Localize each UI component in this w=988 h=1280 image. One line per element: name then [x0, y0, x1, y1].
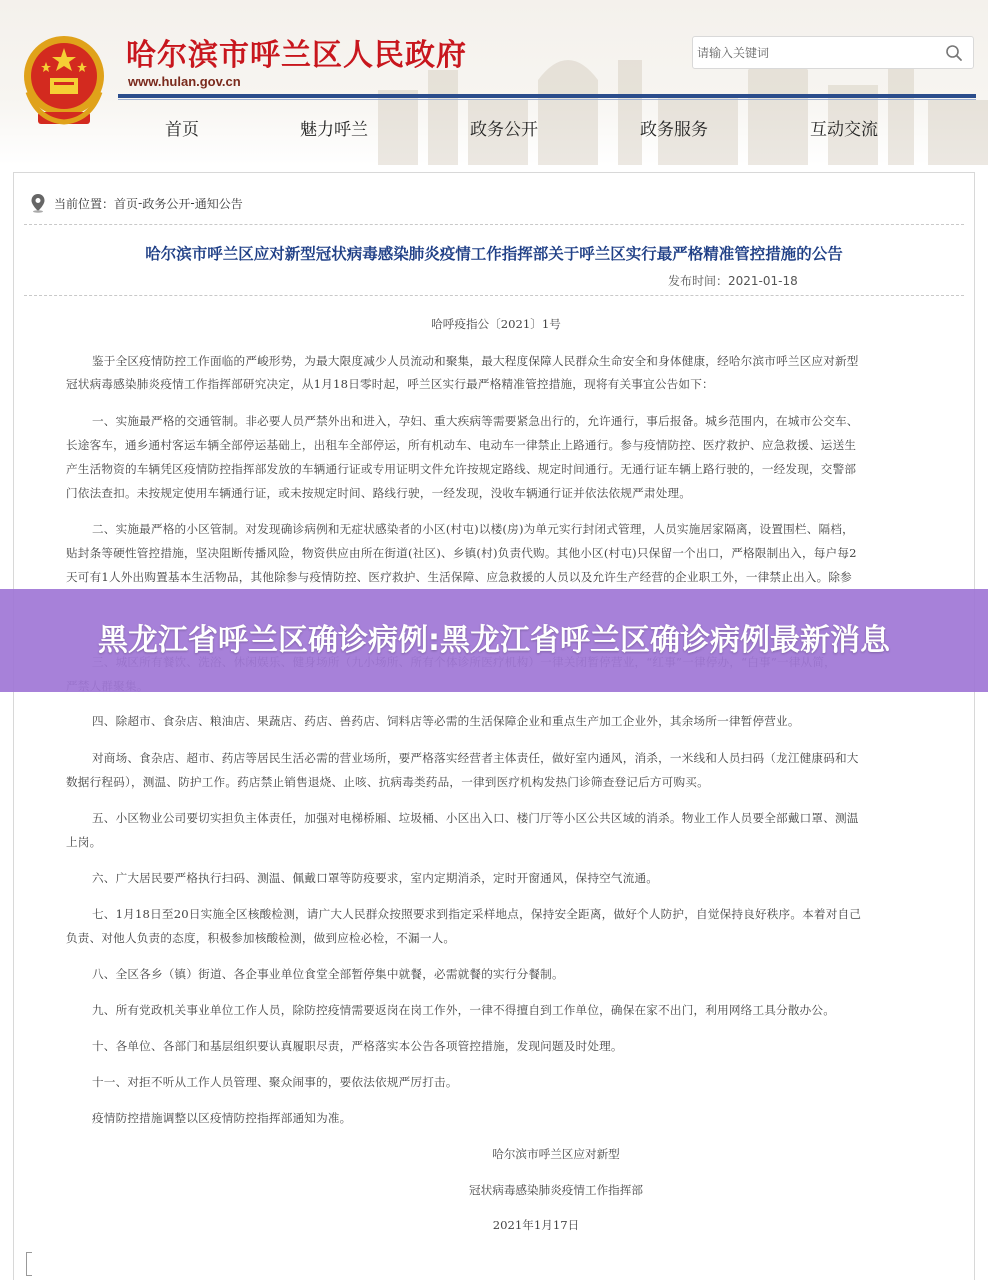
nav-item-interaction[interactable]: 互动交流	[810, 120, 878, 140]
nav-item-home[interactable]: 首页	[165, 120, 199, 140]
nav-item-charm-hulan[interactable]: 魅力呼兰	[300, 120, 368, 140]
breadcrumb-separator: -	[190, 196, 195, 210]
paragraph-line: 贴封条等硬性管控措施，坚决阻断传播风险，物资供应由所在街道(社区)、乡镇(村)负责代购。其他小区(村屯)只保留一个出口，严格限制出入，每户每2	[66, 546, 857, 560]
signature-line-1: 哈尔滨市呼兰区应对新型	[492, 1147, 620, 1161]
paragraph-line: 数据行程码），测温、防护工作。药店禁止销售退烧、止咳、抗病毒类药品，一律到医疗机构发热门诊筛查登记后方可购买。	[66, 775, 709, 789]
site-url: www.hulan.gov.cn	[128, 74, 241, 89]
search-input[interactable]	[697, 41, 937, 65]
site-header	[0, 0, 988, 165]
banner-headline: 黑龙江省呼兰区确诊病例:黑龙江省呼兰区确诊病例最新消息	[98, 622, 890, 658]
paragraph-line: 对商场、食杂店、超市、药店等居民生活必需的营业场所，要严格落实经营者主体责任，做好室内通风，消杀，一米线和人员扫码（龙江健康码和大	[92, 751, 859, 765]
paragraph-line: 七、1月18日至20日实施全区核酸检测，请广大人民群众按照要求到指定采样地点，保持安全距离，做好个人防护，自觉保持良好秩序。本着对自己	[92, 907, 862, 921]
paragraph-line: 九、所有党政机关事业单位工作人员，除防控疫情需要返岗在岗工作外，一律不得擅自到工作单位，确保在家不出门，利用网络工具分散办公。	[92, 1003, 836, 1017]
header-divider	[118, 94, 976, 98]
paragraph-line: 长途客车，通乡通村客运车辆全部停运基础上，出租车全部停运，所有机动车、电动车一律禁止上路通行。参与疫情防控、医疗救护、应急救援、运送生	[66, 438, 857, 452]
site-title[interactable]: 哈尔滨市呼兰区人民政府	[126, 38, 467, 73]
paragraph-line: 负责、对他人负责的态度，积极参加核酸检测，做到应检必检，不漏一人。	[66, 931, 456, 945]
article-title: 哈尔滨市呼兰区应对新型冠状病毒感染肺炎疫情工作指挥部关于呼兰区实行最严格精准管控措施的公告	[145, 245, 843, 263]
breadcrumb-divider	[24, 224, 964, 225]
header-divider-thin	[118, 99, 976, 100]
publish-info	[668, 272, 798, 289]
breadcrumb-label: 当前位置：	[54, 196, 115, 211]
nav-item-gov-services[interactable]: 政务服务	[640, 120, 708, 140]
breadcrumb	[30, 193, 243, 213]
signature-line-2: 冠状病毒感染肺炎疫情工作指挥部	[469, 1183, 643, 1197]
signature-date: 2021年1月17日	[492, 1218, 580, 1232]
paragraph-line: 冠状病毒感染肺炎疫情工作指挥部研究决定，从1月18日零时起，呼兰区实行最严格精准管控措施，现将有关事宜公告如下：	[66, 377, 714, 391]
title-divider	[24, 295, 964, 296]
breadcrumb-home[interactable]: 首页	[114, 196, 139, 211]
paragraph-line: 二、实施最严格的小区管制。对发现确诊病例和无症状感染者的小区(村屯)以楼(房)为单元实行封闭式管理，人员实施居家隔离，设置围栏、隔档，	[92, 522, 854, 536]
paragraph-line: 八、全区各乡（镇）街道、各企事业单位食堂全部暂停集中就餐，必需就餐的实行分餐制。	[92, 967, 564, 981]
search-box	[692, 36, 974, 69]
scroll-indicator	[26, 1252, 32, 1276]
publish-date: 2021-01-18	[728, 274, 798, 288]
nav-item-gov-affairs-public[interactable]: 政务公开	[470, 120, 538, 140]
paragraph-line: 十、各单位、各部门和基层组织要认真履职尽责，严格落实本公告各项管控措施，发现问题及时处理。	[92, 1039, 623, 1053]
search-icon[interactable]	[945, 44, 963, 62]
headline-banner	[0, 589, 988, 692]
breadcrumb-separator: -	[138, 196, 143, 210]
paragraph-line: 十一、对拒不听从工作人员管理、聚众闹事的，要依法依规严厉打击。	[92, 1075, 458, 1089]
paragraph-line: 一、实施最严格的交通管制。非必要人员严禁外出和进入，孕妇、重大疾病等需要紧急出行的，允许通行，事后报备。城乡范围内，在城市公交车、	[92, 414, 859, 428]
paragraph-line: 五、小区物业公司要切实担负主体责任，加强对电梯桥厢、垃圾桶、小区出入口、楼门厅等小区公共区域的消杀。物业工作人员要全部戴口罩、测温	[92, 811, 859, 825]
main-nav	[0, 112, 988, 144]
paragraph-line: 疫情防控措施调整以区疫情防控指挥部通知为准。	[92, 1111, 352, 1125]
breadcrumb-notices[interactable]: 通知公告	[194, 196, 243, 211]
paragraph-line: 上岗。	[66, 835, 102, 849]
location-pin-icon	[30, 193, 46, 213]
paragraph-line: 门依法查扣。未按规定使用车辆通行证，或未按规定时间、路线行驶，一经发现，没收车辆通行证并依法依规严肃处理。	[66, 486, 692, 500]
paragraph-line: 六、广大居民要严格执行扫码、测温、佩戴口罩等防疫要求，室内定期消杀，定时开窗通风，保持空气流通。	[92, 871, 659, 885]
breadcrumb-gov-affairs[interactable]: 政务公开	[142, 196, 191, 211]
paragraph-line: 四、除超市、食杂店、粮油店、果蔬店、药店、兽药店、饲料店等必需的生活保障企业和重点生产加工企业外，其余场所一律暂停营业。	[92, 714, 800, 728]
paragraph-line: 天可有1人外出购置基本生活物品，其他除参与疫情防控、医疗救护、生活保障、应急救援的人员以及允许生产经营的企业职工外，一律禁止出入。除参	[66, 570, 852, 584]
doc-number: 哈呼疫指公〔2021〕1号	[431, 317, 561, 331]
paragraph-line: 鉴于全区疫情防控工作面临的严峻形势，为最大限度减少人员流动和聚集，最大程度保障人民群众生命安全和身体健康，经哈尔滨市呼兰区应对新型	[92, 354, 859, 368]
publish-label: 发布时间：	[668, 274, 729, 288]
paragraph-line: 产生活物资的车辆凭区疫情防控指挥部发放的车辆通行证或专用证明文件允许按规定路线、规定时间通行。无通行证车辆上路行驶的，一经发现，交警部	[66, 462, 857, 476]
